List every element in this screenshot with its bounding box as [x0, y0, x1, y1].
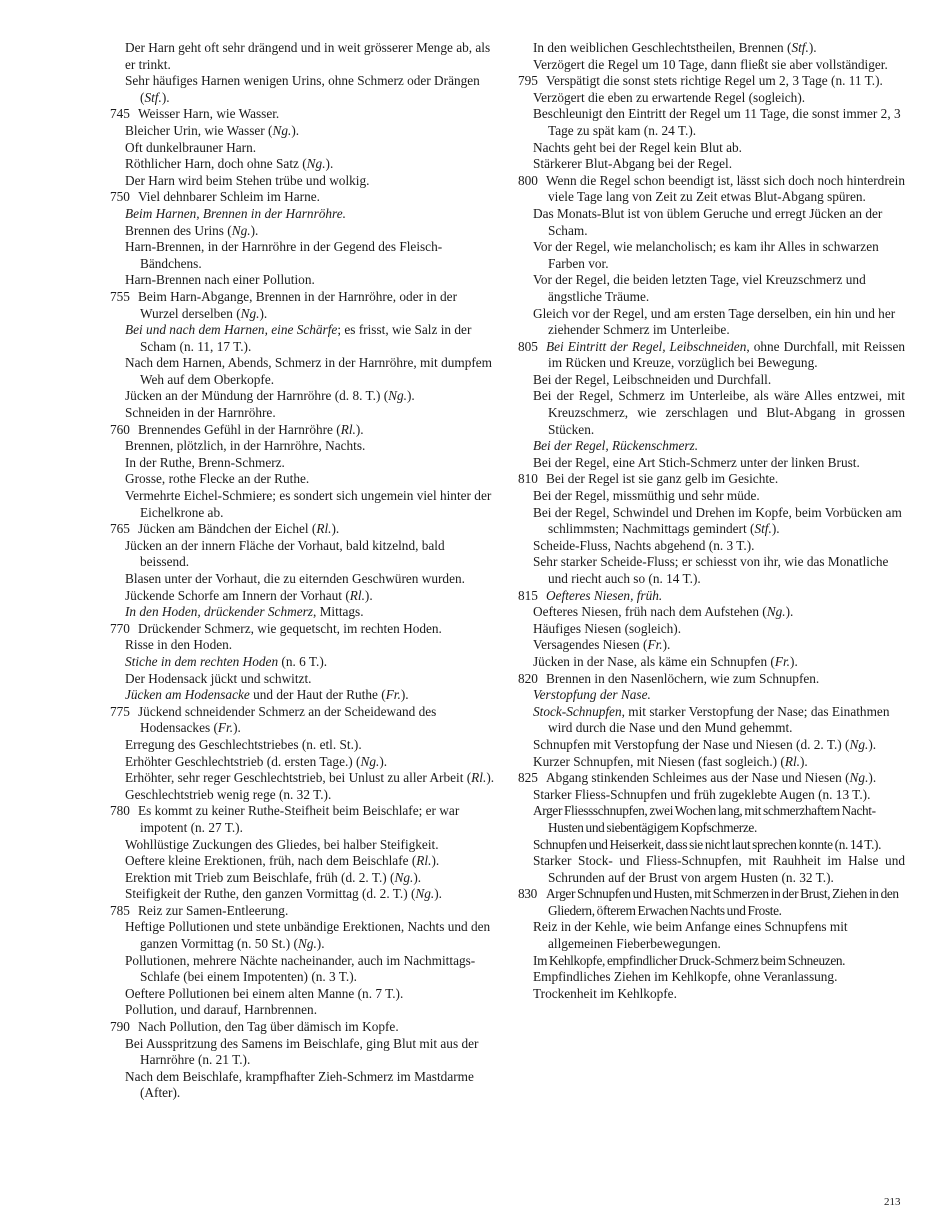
left-text-column: [110, 40, 496, 1102]
entry: [518, 637, 905, 654]
entry: [110, 588, 496, 605]
entry-text: Geschlechtstrieb wenig rege (n. 32 T.).: [125, 786, 332, 802]
entry: [110, 388, 496, 405]
entry: [518, 156, 905, 173]
entry-text: ).: [161, 89, 170, 105]
entry: [518, 106, 905, 139]
entry: [518, 986, 905, 1003]
line-number: 790: [110, 1019, 130, 1035]
right-text-column: [518, 40, 905, 1002]
entry-text: Verzögert die Regel um 10 Tage, dann fließt sie aber vollständiger.: [533, 56, 888, 72]
italic-text: Verstopfung der Nase.: [533, 687, 651, 703]
entry-text: Viel dehnbarer Schleim im Harne.: [138, 189, 320, 205]
entry-text: Erhöhter, sehr reger Geschlechtstrieb, bei Unlust zu aller Arbeit (: [125, 770, 472, 786]
entry-text: ).: [868, 736, 877, 752]
entry: [518, 853, 905, 886]
entry: [518, 787, 905, 804]
entry-text: Jücken am Bändchen der Eichel (: [138, 521, 317, 537]
italic-text: Stf.: [144, 89, 162, 105]
entry: [110, 754, 496, 771]
entry: [518, 737, 905, 754]
italic-text: Ng.: [415, 886, 435, 902]
entry: [110, 156, 496, 173]
entry-text: Scheide-Fluss, Nachts abgehend (n. 3 T.).: [533, 537, 755, 553]
entry-text: Reiz zur Samen-Entleerung.: [138, 902, 289, 918]
entry-text: Blasen unter der Vorhaut, die zu eiternden Geschwüren wurden.: [125, 571, 465, 586]
line-number: 800: [518, 172, 538, 188]
entry-text: Abgang stinkenden Schleimes aus der Nase und Niesen (: [546, 770, 850, 786]
entry-text: ).: [771, 521, 780, 537]
entry-text: Bei der Regel, missmüthig und sehr müde.: [533, 488, 760, 504]
line-number: 745: [110, 106, 130, 122]
entry-text: Reiz in der Kehle, wie beim Anfange eines Schnupfens mit allgemeinen Fieberbewegungen.: [533, 919, 848, 952]
entry-text: Starker Fliess-Schnupfen und früh zugeklebte Augen (n. 13 T.).: [533, 786, 871, 802]
line-number: 795: [518, 73, 538, 89]
entry: [110, 1002, 496, 1019]
entry: [110, 953, 496, 986]
entry-text: Nach Pollution, den Tag über dämisch im Kopfe.: [138, 1019, 399, 1035]
entry-text: ).: [259, 305, 268, 321]
italic-text: Fr.: [385, 687, 401, 703]
italic-text: Bei und nach dem Harnen, eine Schärfe: [125, 322, 338, 338]
entry-text: Vermehrte Eichel-Schmiere; es sondert sich ungemein viel hinter der Eichelkrone ab.: [125, 488, 492, 520]
entry: [110, 787, 496, 804]
entry-text: Jücken an der innern Fläche der Vorhaut, bald kitzelnd, bald beissend.: [125, 537, 445, 570]
entry: [110, 488, 496, 521]
entry: [110, 986, 496, 1003]
line-number: 820: [518, 670, 538, 686]
entry-text: Steifigkeit der Ruthe, den ganzen Vormittag (d. 2. T.) (: [125, 886, 416, 902]
entry-text: Heftige Pollutionen und stete unbändige Erektionen, Nachts und den ganzen Vormittag (n. 50 St.) (: [125, 919, 491, 952]
entry: [110, 671, 496, 688]
entry-text: In den weiblichen Geschlechtstheilen, Brennen (: [533, 40, 792, 55]
entry: [110, 604, 496, 621]
entry-text: Stärkerer Blut-Abgang bei der Regel.: [533, 156, 733, 172]
entry-text: Der Hodensack jückt und schwitzt.: [125, 670, 312, 686]
entry: [110, 223, 496, 240]
entry-text: Schnupfen mit Verstopfung der Nase und Niesen (d. 2. T.) (: [533, 736, 850, 752]
italic-text: Ng.: [297, 936, 317, 952]
entry-text: Erregung des Geschlechtstriebes (n. etl. St.).: [125, 736, 362, 752]
entry-text: ).: [291, 122, 300, 138]
italic-text: Stf.: [791, 40, 809, 55]
line-number: 830: [518, 886, 537, 902]
italic-text: Rl.: [784, 753, 800, 769]
entry-text: ).: [868, 770, 877, 786]
entry-text: Trockenheit im Kehlkopfe.: [533, 985, 677, 1001]
entry: [518, 687, 905, 704]
numbered-entry: [110, 704, 496, 737]
italic-text: Stf.: [754, 521, 772, 537]
numbered-entry: [518, 73, 905, 90]
entry-text: Grosse, rothe Flecke an der Ruthe.: [125, 471, 310, 487]
entry-text: Jücken in der Nase, als käme ein Schnupfen (: [533, 653, 775, 669]
entry-text: Oeftere kleine Erektionen, früh, nach dem Beischlafe (: [125, 853, 417, 869]
entry-text: ).: [233, 720, 241, 736]
entry-text: Sehr starker Scheide-Fluss; er schiesst von ihr, wie das Monatliche und riecht auch so (n. 14 T.).: [533, 554, 889, 586]
numbered-entry: [110, 521, 496, 538]
entry: [518, 604, 905, 621]
entry: [110, 1036, 496, 1069]
italic-text: Ng.: [766, 604, 786, 620]
entry-text: Empfindliches Ziehen im Kehlkopfe, ohne Veranlassung.: [533, 969, 838, 985]
entry: [110, 853, 496, 870]
entry-text: Kurzer Schnupfen, mit Niesen (fast sogleich.) (: [533, 753, 785, 769]
italic-text: Beim Harnen, Brennen in der Harnröhre.: [125, 205, 346, 221]
entry-text: ).: [325, 156, 334, 172]
entry: [518, 455, 905, 472]
italic-text: Ng.: [849, 736, 869, 752]
entry: [518, 554, 905, 587]
italic-text: Ng.: [306, 156, 326, 172]
numbered-entry: [110, 289, 496, 322]
entry-text: ).: [331, 521, 340, 537]
numbered-entry: [518, 886, 905, 919]
entry: [518, 754, 905, 771]
entry-text: Brennen, plötzlich, in der Harnröhre, Nachts.: [125, 438, 366, 454]
entry-text: Oefteres Niesen, früh nach dem Aufstehen (: [533, 604, 767, 620]
entry-text: Der Harn geht oft sehr drängend und in weit grösserer Menge ab, als er trinkt.: [125, 40, 491, 72]
entry: [518, 621, 905, 638]
entry-text: Brennen des Urins (: [125, 222, 232, 238]
entry-text: ).: [790, 653, 798, 669]
entry: [518, 969, 905, 986]
line-number: 770: [110, 620, 130, 636]
italic-text: Stiche in dem rechten Hoden: [125, 653, 279, 669]
entry: [110, 737, 496, 754]
entry: [110, 538, 496, 571]
italic-text: Ng.: [231, 222, 251, 238]
entry: [110, 73, 496, 106]
entry-text: , ohne Durchfall, mit Reissen im Rücken und Kreuze, vorzüglich bei Bewegung.: [548, 338, 905, 371]
italic-text: Rl.: [349, 587, 365, 603]
numbered-entry: [110, 1019, 496, 1036]
entry-text: ).: [250, 222, 259, 238]
entry: [110, 355, 496, 388]
entry-text: Bei Ausspritzung des Samens im Beischlafe, ging Blut mit aus der Harnröhre (n. 21 T.).: [125, 1035, 479, 1068]
italic-text: Bei der Regel, Rückenschmerz.: [533, 438, 699, 454]
entry-text: Bei der Regel, Schwindel und Drehen im Kopfe, beim Vorbücken am schlimmsten; Nachmittags gemindert (: [533, 504, 902, 537]
entry-text: (n. 6 T.).: [278, 653, 328, 669]
entry-text: Beim Harn-Abgange, Brennen in der Harnröhre, oder in der Wurzel derselben (: [138, 288, 458, 321]
entry: [110, 173, 496, 190]
entry: [110, 837, 496, 854]
entry: [110, 770, 496, 787]
entry: [110, 140, 496, 157]
line-number: 755: [110, 288, 130, 304]
entry-text: ).: [431, 853, 440, 869]
entry: [518, 57, 905, 74]
entry: [518, 837, 905, 854]
numbered-entry: [518, 173, 905, 206]
entry-text: Bleicher Urin, wie Wasser (: [125, 122, 273, 138]
italic-text: Ng.: [388, 388, 407, 404]
entry-text: Starker Stock- und Fliess-Schnupfen, mit Rauhheit im Halse und Schrunden auf der Brust von argem Husten (n. 32 T.).: [533, 853, 905, 885]
entry-text: Röthlicher Harn, doch ohne Satz (: [125, 156, 307, 172]
italic-text: Rl.: [340, 421, 356, 437]
entry-text: Im Kehlkopfe, empfindlicher Druck-Schmerz beim Schneuzen.: [533, 952, 846, 968]
entry-text: Verzögert die eben zu erwartende Regel (sogleich).: [533, 89, 806, 105]
entry: [110, 919, 496, 952]
entry: [110, 687, 496, 704]
entry-text: , Mittags.: [312, 604, 364, 620]
entry: [110, 40, 496, 73]
entry: [518, 538, 905, 555]
entry: [110, 123, 496, 140]
numbered-entry: [518, 770, 905, 787]
entry-text: Pollutionen, mehrere Nächte nacheinander, auch im Nachmittags-Schlafe (bei einem Impotenten) (n. 3 T.).: [125, 952, 476, 985]
italic-text: In den Hoden, drückender Schmerz: [125, 604, 313, 620]
entry-text: ).: [486, 770, 495, 786]
entry-text: ).: [355, 421, 364, 437]
italic-text: Fr.: [647, 637, 663, 653]
entry-text: Das Monats-Blut ist von üblem Geruche und erregt Jücken an der Scham.: [533, 205, 883, 238]
entry-text: ).: [808, 40, 817, 55]
entry-text: Es kommt zu keiner Ruthe-Steifheit beim Beischlafe; er war impotent (n. 27 T.).: [138, 803, 460, 835]
line-number: 780: [110, 803, 130, 819]
entry-text: ).: [413, 869, 422, 885]
entry-text: , mit starker Verstopfung der Nase; das Einathmen wird durch die Nase und den Mund gehemmt.: [548, 703, 890, 736]
entry: [110, 405, 496, 422]
entry: [518, 272, 905, 305]
entry: [110, 455, 496, 472]
entry: [518, 239, 905, 272]
entry-text: und der Haut der Ruthe (: [249, 687, 386, 703]
entry: [518, 704, 905, 737]
entry: [110, 322, 496, 355]
entry-text: Pollution, und darauf, Harnbrennen.: [125, 1002, 318, 1018]
entry-text: ).: [407, 388, 415, 404]
numbered-entry: [110, 621, 496, 638]
numbered-entry: [110, 803, 496, 836]
entry-text: Jückende Schorfe am Innern der Vorhaut (: [125, 587, 350, 603]
entry-text: Arger Fliessschnupfen, zwei Wochen lang, mit schmerzhaftem Nacht-Husten und siebentägigem Kopfschmerze.: [533, 803, 876, 835]
entry: [518, 505, 905, 538]
entry: [518, 40, 905, 57]
entry: [518, 654, 905, 671]
line-number: 815: [518, 587, 538, 603]
entry-text: Jücken an der Mündung der Harnröhre (d. 8. T.) (: [125, 388, 389, 404]
entry-text: ).: [785, 604, 794, 620]
entry-text: Drückender Schmerz, wie gequetscht, im rechten Hoden.: [138, 620, 442, 636]
entry-text: Risse in den Hoden.: [125, 637, 233, 653]
line-number: 750: [110, 189, 130, 205]
italic-text: Oefteres Niesen, früh.: [546, 587, 663, 603]
italic-text: Ng.: [394, 869, 414, 885]
line-number: 785: [110, 902, 130, 918]
line-number: 765: [110, 521, 130, 537]
entry-text: Sehr häufiges Harnen wenigen Urins, ohne Schmerz oder Drängen (: [125, 73, 480, 105]
line-number: 825: [518, 770, 538, 786]
entry-text: Schneiden in der Harnröhre.: [125, 405, 276, 421]
entry: [518, 438, 905, 455]
entry-text: Gleich vor der Regel, und am ersten Tage derselben, ein hin und her ziehender Schmerz im Unterleibe.: [533, 305, 896, 338]
entry: [518, 90, 905, 107]
entry-text: Bei der Regel, Schmerz im Unterleibe, als wäre Alles entzwei, mit Kreuzschmerz, wie zerschlagen und Blut-Abgang in grossen Stücken.: [533, 388, 905, 437]
entry-text: Der Harn wird beim Stehen trübe und wolkig.: [125, 172, 370, 188]
italic-text: Ng.: [849, 770, 869, 786]
italic-text: Rl.: [316, 521, 332, 537]
entry-text: Nach dem Harnen, Abends, Schmerz in der Harnröhre, mit dumpfem Weh auf dem Oberkopfe.: [125, 355, 493, 387]
entry: [110, 471, 496, 488]
entry-text: Vor der Regel, die beiden letzten Tage, viel Kreuzschmerz und ängstliche Träume.: [533, 272, 866, 304]
entry-text: Vor der Regel, wie melancholisch; es kam ihr Alles in schwarzen Farben vor.: [533, 239, 879, 271]
entry: [110, 886, 496, 903]
entry-text: Schnupfen und Heiserkeit, dass sie nicht laut sprechen konnte (n. 14 T.).: [533, 836, 882, 852]
numbered-entry: [518, 671, 905, 688]
entry: [110, 1069, 496, 1102]
numbered-entry: [518, 588, 905, 605]
entry-text: Beschleunigt den Eintritt der Regel um 11 Tage, die sonst immer 2, 3 Tage zu spät kam (n. 24 T.).: [533, 106, 901, 138]
entry-text: Arger Schnupfen und Husten, mit Schmerzen in der Brust, Ziehen in den Gliedern, öfterem Erwachen Nachts und Froste.: [546, 886, 899, 918]
entry-text: Erektion mit Trieb zum Beischlafe, früh (d. 2. T.) (: [125, 869, 395, 885]
italic-text: Rl.: [416, 853, 432, 869]
entry-text: Harn-Brennen, in der Harnröhre in der Gegend des Fleisch-Bändchens.: [125, 239, 443, 271]
italic-text: Fr.: [217, 720, 234, 736]
entry-text: Nachts geht bei der Regel kein Blut ab.: [533, 139, 742, 155]
numbered-entry: [518, 339, 905, 372]
entry-text: Wenn die Regel schon beendigt ist, lässt sich doch noch hinterdrein viele Tage lang von Zeit zu Zeit etwas Blut-Abgang spüren.: [546, 172, 905, 205]
italic-text: Stock-Schnupfen: [533, 703, 622, 719]
entry-text: ).: [379, 753, 388, 769]
entry: [518, 388, 905, 438]
entry: [518, 488, 905, 505]
entry-text: Nach dem Beischlafe, krampfhafter Zieh-Schmerz im Mastdarme (After).: [125, 1068, 474, 1101]
entry-text: Wohllüstige Zuckungen des Gliedes, bei halber Steifigkeit.: [125, 836, 439, 852]
numbered-entry: [518, 471, 905, 488]
entry: [518, 953, 905, 970]
line-number: 760: [110, 421, 130, 437]
entry: [110, 654, 496, 671]
entry-text: Brennen in den Nasenlöchern, wie zum Schnupfen.: [546, 670, 820, 686]
line-number: 805: [518, 338, 538, 354]
entry-text: Bei der Regel, eine Art Stich-Schmerz unter der linken Brust.: [533, 454, 860, 470]
entry-text: ; es frisst, wie Salz in der Scham (n. 11, 17 T.).: [140, 322, 472, 354]
numbered-entry: [110, 106, 496, 123]
entry-text: Weisser Harn, wie Wasser.: [138, 106, 280, 122]
entry: [110, 438, 496, 455]
entry-text: ).: [662, 637, 671, 653]
entry: [110, 272, 496, 289]
italic-text: Fr.: [774, 653, 791, 669]
entry-text: ).: [400, 687, 409, 703]
entry-text: ).: [434, 886, 442, 902]
line-number: 810: [518, 471, 538, 487]
italic-text: Ng.: [360, 753, 380, 769]
entry: [518, 919, 905, 952]
entry-text: ).: [364, 587, 373, 603]
numbered-entry: [110, 903, 496, 920]
entry-text: Oeftere Pollutionen bei einem alten Manne (n. 7 T.).: [125, 985, 404, 1001]
italic-text: Jücken am Hodensacke: [125, 687, 250, 703]
entry: [110, 637, 496, 654]
entry-text: Harn-Brennen nach einer Pollution.: [125, 272, 315, 288]
entry-text: Versagendes Niesen (: [533, 637, 648, 653]
entry-text: Häufiges Niesen (sogleich).: [533, 620, 682, 636]
entry-text: Bei der Regel, Leibschneiden und Durchfall.: [533, 371, 772, 387]
italic-text: Ng.: [272, 122, 292, 138]
entry-text: Bei der Regel ist sie ganz gelb im Gesichte.: [546, 471, 779, 487]
entry-text: ).: [316, 936, 325, 952]
numbered-entry: [110, 422, 496, 439]
line-number: 775: [110, 703, 130, 719]
entry: [518, 140, 905, 157]
numbered-entry: [110, 189, 496, 206]
italic-text: Ng.: [240, 305, 260, 321]
entry-text: Erhöhter Geschlechtstrieb (d. ersten Tage.) (: [125, 753, 361, 769]
entry-text: Jückend schneidender Schmerz an der Scheidewand des Hodensackes (: [138, 703, 437, 736]
entry-text: Verspätigt die sonst stets richtige Regel um 2, 3 Tage (n. 11 T.).: [546, 73, 883, 89]
entry-text: ).: [799, 753, 808, 769]
italic-text: Rl.: [471, 770, 487, 786]
entry: [110, 206, 496, 223]
entry: [518, 306, 905, 339]
entry: [110, 571, 496, 588]
italic-text: Bei Eintritt der Regel, Leibschneiden: [546, 338, 747, 354]
entry: [518, 206, 905, 239]
page-number: 213: [884, 1196, 901, 1208]
entry-text: In der Ruthe, Brenn-Schmerz.: [125, 454, 285, 470]
entry-text: Brennendes Gefühl in der Harnröhre (: [138, 421, 341, 437]
entry: [110, 239, 496, 272]
entry: [110, 870, 496, 887]
entry: [518, 803, 905, 836]
entry: [518, 372, 905, 389]
entry-text: Oft dunkelbrauner Harn.: [125, 139, 257, 155]
